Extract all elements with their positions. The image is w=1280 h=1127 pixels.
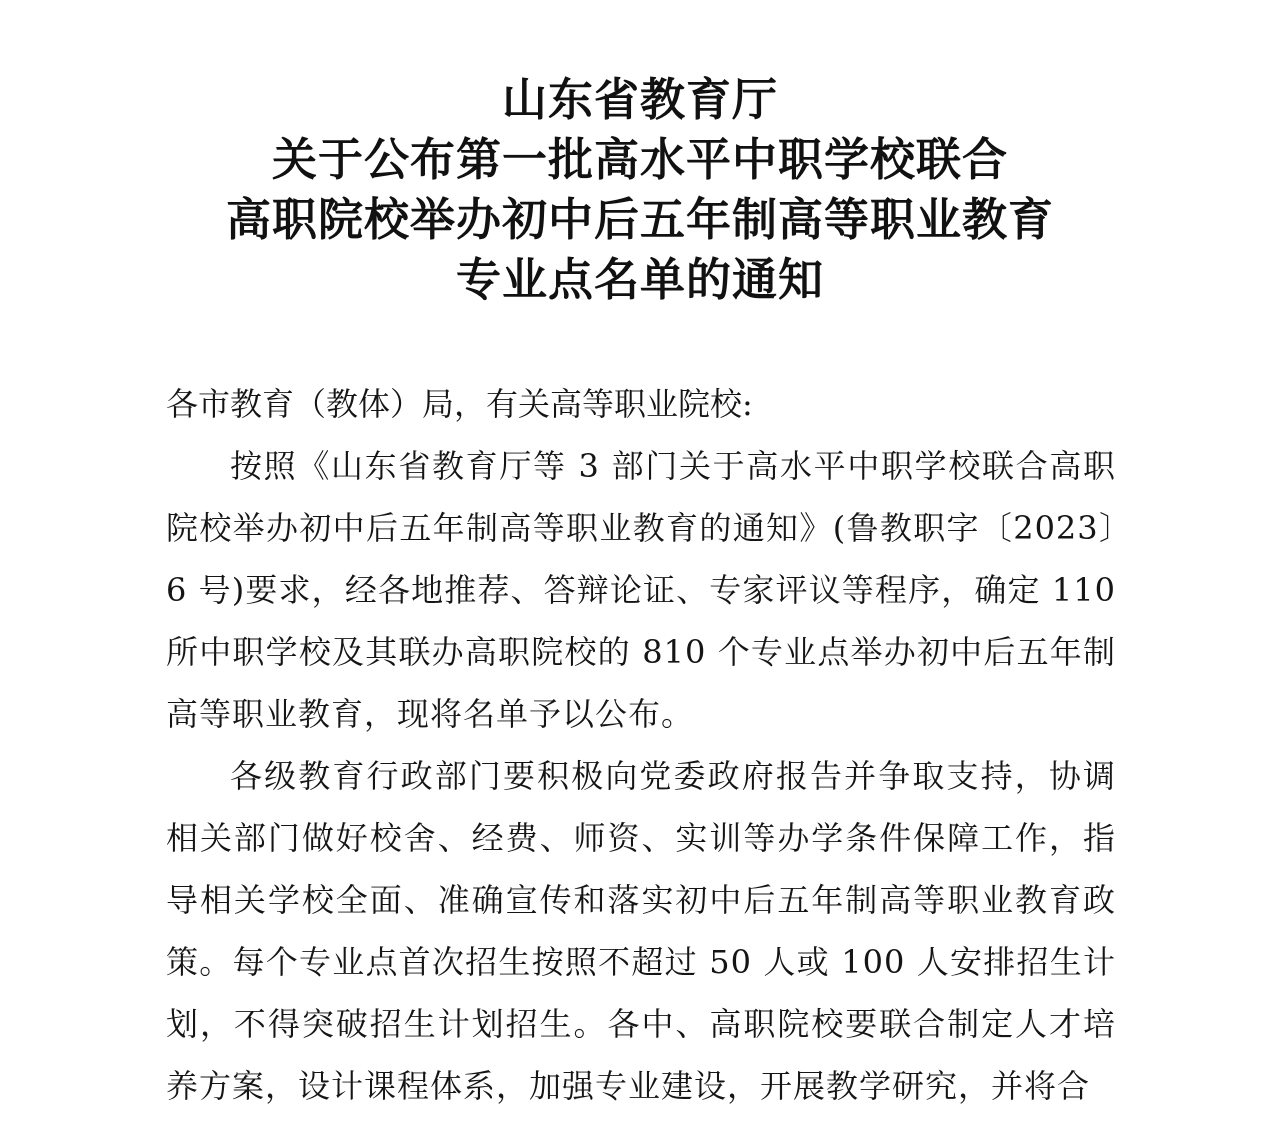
salutation: 各市教育（教体）局，有关高等职业院校: (166, 385, 753, 423)
document-body (166, 373, 1116, 1117)
paragraph-2: 各级教育行政部门要积极向党委政府报告并争取支持，协调相关部门做好校舍、经费、师资、实训等办学条件保障工作，指导相关学校全面、准确宣传和落实初中后五年制高等职业教育政策。每个专业点首次招生按照不超过 50 人或 100 人安排招生计划，不得突破招生计划招生。各中、高职院校要联合制定人才培养方案，设计课程体系，加强专业建设，开展教学研究，并将合 (166, 757, 1116, 1105)
document-title (0, 70, 1280, 310)
title-line-3: 高职院校举办初中后五年制高等职业教育 (225, 193, 1054, 246)
title-line-issuer: 山东省教育厅 (501, 73, 778, 126)
paragraph-1: 按照《山东省教育厅等 3 部门关于高水平中职学校联合高职院校举办初中后五年制高等职业教育的通知》(鲁教职字〔2023〕6 号)要求，经各地推荐、答辩论证、专家评议等程序，确定 110 所中职学校及其联办高职院校的 810 个专业点举办初中后五年制高等职业教育，现将名单予以公布。 (166, 447, 1116, 733)
title-line-2: 关于公布第一批高水平中职学校联合 (271, 133, 1008, 186)
title-line-4: 专业点名单的通知 (455, 253, 824, 306)
